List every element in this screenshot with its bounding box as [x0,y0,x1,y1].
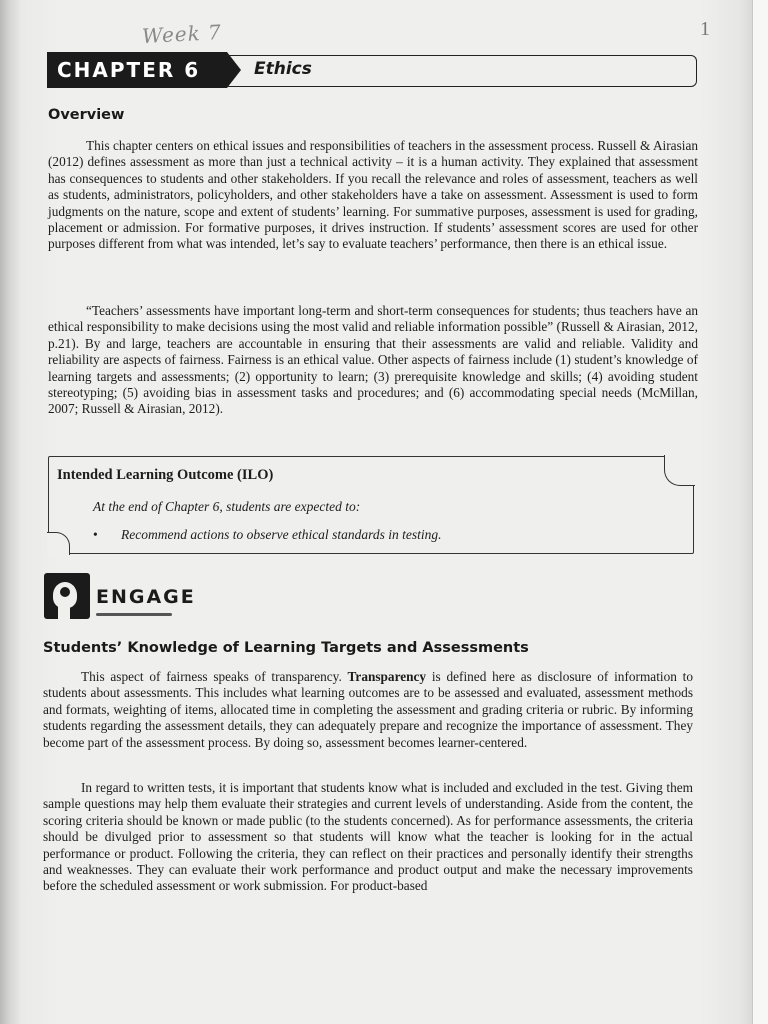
ilo-corner-decoration [664,455,695,486]
ilo-corner-decoration [47,532,70,555]
handwritten-note: Week 7 [141,19,223,49]
section-paragraph-1: This aspect of fairness speaks of transparency. Transparency is defined here as disclosure of information to students about assessments. This includes what learning outcomes are to be assessed and evaluated, assessment methods and formats, weighting of items, allocated time in completing the assessment and grading criteria or rubric. By informing students regarding the assessment details, they can adequately prepare and recognize the importance of assessment. They become part of the assessment process. By doing so, assessment becomes learner-centered. [43,669,693,750]
engage-underline [96,613,172,616]
overview-paragraph-2: “Teachers’ assessments have important long-term and short-term consequences for students; thus teachers have an ethical responsibility to make decisions using the most valid and reliable information possible” (Russell & Airasian, 2012, p.21). By and large, teachers are accountable in ensuring that their assessments are valid and reliable. Validity and reliability are aspects of fairness. Fairness is an ethical value. Other aspects of fairness include (1) student’s knowledge of learning targets and assessments; (2) opportunity to learn; (3) prerequisite knowledge and skills; (4) avoiding student stereotyping; (5) avoiding bias in assessment tasks and procedures; and (6) accommodating special needs (McMillan, 2007; Russell & Airasian, 2012). [48,303,698,417]
page-mark: 1 [700,18,710,40]
ilo-box [48,456,694,554]
page-edge [752,0,768,1024]
head-lightbulb-icon [44,573,90,619]
bullet-icon: • [93,527,98,542]
ilo-title: Intended Learning Outcome (ILO) [57,467,274,483]
section-paragraph-2: In regard to written tests, it is important that students know what is included and excluded in the test. Giving them sample questions may help them evaluate their strategies and current levels of understanding. Aside from the content, the scoring criteria should be known or made public (to the students concerned). As for performance assessments, the criteria should be divulged prior to assessment so that students will know what the teacher is looking for in the actual performance or product. Following the criteria, they can reflect on their practices and personally identify their strengths and weaknesses. They can evaluate their work performance and product output and make the necessary improvements before the scheduled assessment or work submission. For product-based [43,780,693,894]
chapter-title: Ethics [254,59,312,79]
chapter-label: CHAPTER 6 [47,52,227,88]
ilo-lead: At the end of Chapter 6, students are expected to: [93,499,361,514]
transparency-term: Transparency [347,669,427,684]
overview-paragraph-1: This chapter centers on ethical issues and responsibilities of teachers in the assessment process. Russell & Airasian (2012) defines assessment as more than just a technical activity – it is a human activity. They explained that assessment has consequences to students and other stakeholders. If you recall the relevance and roles of assessment, teachers as well as students, administrators, policyholders, and other stakeholders have a take on assessment. Assessment is used to form judgments on the nature, scope and extent of students’ learning. For summative purposes, assessment is used for grading, placement or admission. For formative purposes, it drives instruction. If students’ assessment scores are used for other purposes different from what was intended, let’s say to evaluate teachers’ performance, then there is an ethical issue. [48,138,698,252]
ilo-item: Recommend actions to observe ethical standards in testing. [121,527,442,542]
overview-heading: Overview [48,107,125,123]
engage-label: ENGAGE [96,586,196,608]
section-heading: Students’ Knowledge of Learning Targets and Assessments [43,640,529,656]
chapter-header [47,52,697,88]
